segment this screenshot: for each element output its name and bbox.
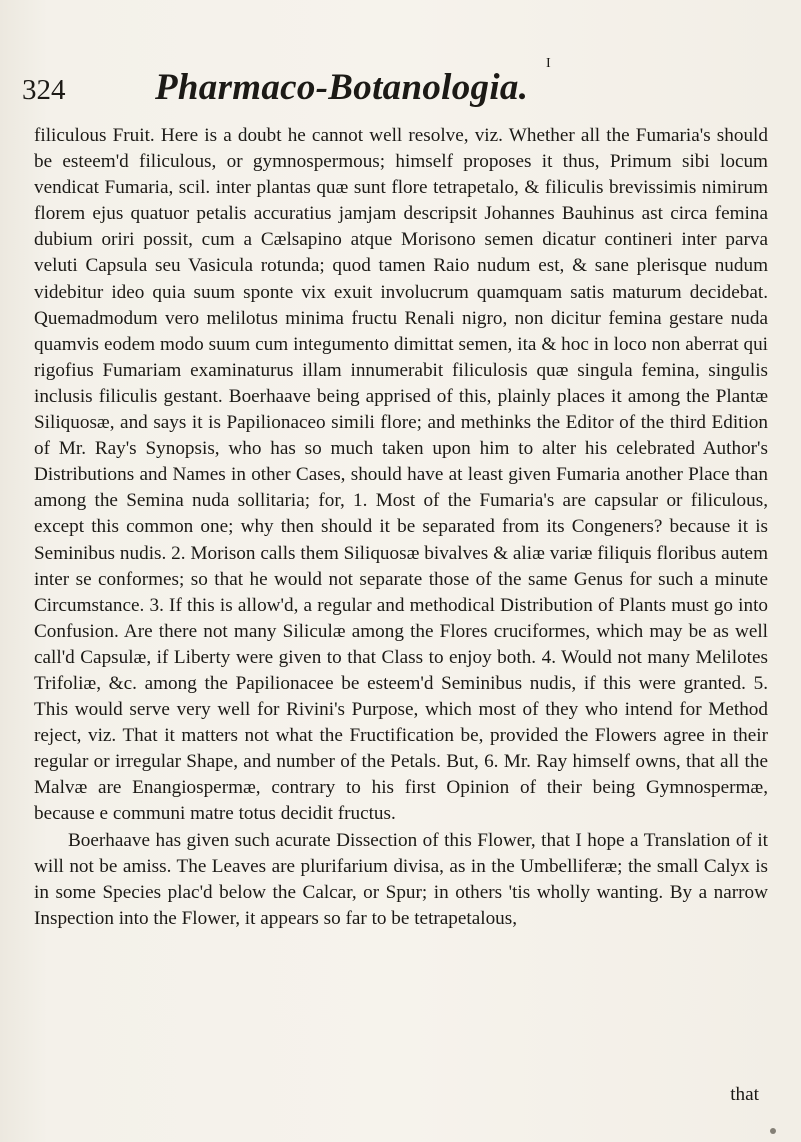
paragraph-2: Boerhaave has given such acurate Dissection of this Flower, that I hope a Translation of it will not be amiss. The Leaves are plurifarium divisa, as in the Umbelliferæ; the small Calyx is in some Species plac'd below the Calcar, or Spur; in others 'tis wholly wanting. By a narrow Inspection into the Flower, it appears so far to be tetrapetalous, <box>34 829 768 929</box>
body-text <box>34 123 768 932</box>
page-number: 324 <box>22 74 66 106</box>
paragraph-1: filiculous Fruit. Here is a doubt he cannot well resolve, viz. Whether all the Fumaria's should be esteem'd filiculous, or gymnospermous; himself proposes it thus, Primum sibi locum vendicat Fumaria, scil. inter plantas quæ sunt flore tetrapetalo, & filiculis brevissimis nimirum florem ejus quatuor petalis accuratius jamjam descripsit Johannes Bauhinus ast circa femina dubium oriri possit, cum a Cælsapino atque Morisono semen dicatur contineri inter parva veluti Capsula seu Vasicula rotunda; quod tamen Raio nudum est, & sane plerisque nudum videbitur ideo quia suum sponte vix exuit involucrum quamquam satis maturum decidebat. Quemadmodum vero melilotus minima fructu Renali nigro, non dicitur femina gestare nuda quamvis eodem modo suum cum integumento dimittat semen, ita & hoc in loco non aberrat qui rigofius Fumariam examinaturus illam innumerabit filiculosis quæ singula femina, singulis inclusis filiculis gestant. Boerhaave being apprised of this, plainly places it among the Plantæ Siliquosæ, and says it is Papilionaceo simili flore; and methinks the Editor of the third Edition of Mr. Ray's Synopsis, who has so much taken upon him to alter his celebrated Author's Distributions and Names in other Cases, should have at least given Fumaria another Place than among the Semina nuda sollitaria; for, 1. Most of the Fumaria's are capsular or filiculous, except this common one; why then should it be separated from its Congeners? because it is Seminibus nudis. 2. Morison calls them Siliquosæ bivalves & aliæ variæ filiquis floribus autem inter se conformes; so that he would not separate those of the same Genus for such a minute Circumstance. 3. If this is allow'd, a regular and methodical Distribution of Plants must go into Confusion. Are there not many Siliculæ among the Flores cruciformes, which may be as well call'd Capsulæ, if Liberty were given to that Class to enjoy both. 4. Would not many Melilotes Trifoliæ, &c. among the Papilionacee be esteem'd Seminibus nudis, if this were granted. 5. This would serve very well for Rivini's Purpose, which most of they who intend for Method reject, viz. That it matters not what the Fructification be, provided the Flowers agree in their regular or irregular Shape, and number of the Petals. But, 6. Mr. Ray himself owns, that all the Malvæ are Enangiospermæ, contrary to his first Opinion of their being Gymnospermæ, because e communi matre totus decidit fructus. <box>34 125 768 825</box>
page-header <box>22 56 762 106</box>
ink-spot <box>770 1128 776 1134</box>
signature-mark: I <box>546 56 551 71</box>
running-title: Pharmaco-Botanologia. <box>155 67 529 108</box>
catchword: that <box>730 1084 759 1105</box>
